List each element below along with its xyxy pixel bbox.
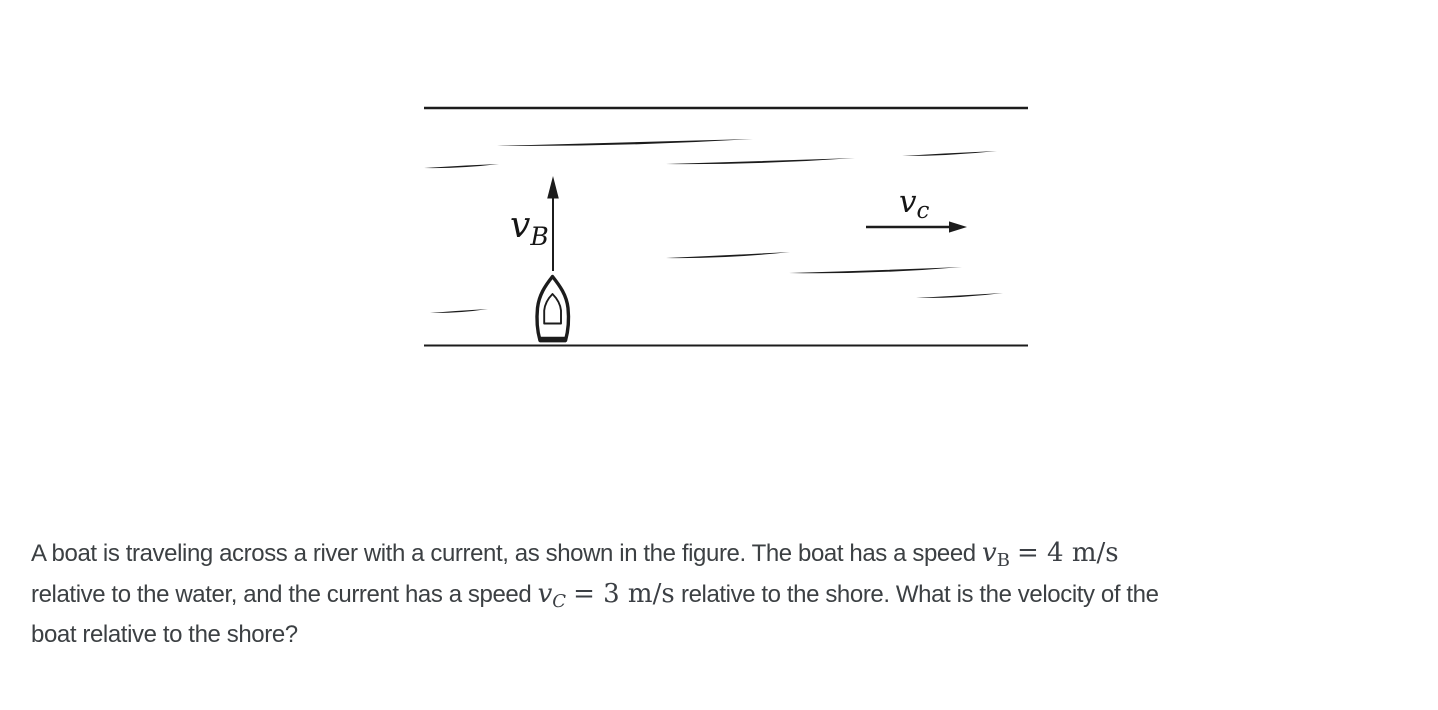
- boat-velocity-sub: B: [530, 222, 549, 251]
- ripple: [666, 158, 855, 164]
- ripple: [902, 151, 997, 156]
- math-current-speed: [537, 579, 675, 612]
- math-boat-speed: [982, 538, 1119, 571]
- math-boat-speed-var: v: [982, 538, 997, 568]
- problem-line-3-text: boat relative to the shore?: [31, 621, 298, 648]
- right-arrowhead-icon: [949, 221, 967, 232]
- boat: [537, 277, 569, 341]
- boat-velocity-label: [510, 205, 549, 251]
- problem-line-3: [31, 615, 1423, 655]
- math-current-speed-sub: C: [552, 591, 567, 612]
- current-velocity-sub: c: [916, 198, 930, 224]
- current-velocity-var: v: [899, 184, 917, 220]
- boat-velocity-var: v: [510, 205, 531, 246]
- problem-line-1-text: A boat is traveling across a river with a current, as shown in the figure. The boat has a speed: [31, 540, 983, 567]
- math-boat-speed-sub: B: [996, 550, 1010, 571]
- math-current-speed-value: = 3 m/s: [573, 579, 675, 609]
- math-current-speed-var: v: [537, 579, 553, 609]
- ripple: [789, 267, 962, 273]
- problem-line-2-text-after: relative to the shore. What is the velocity of the: [674, 581, 1159, 608]
- ripple: [424, 164, 499, 168]
- math-boat-speed-value: = 4 m/s: [1016, 538, 1119, 568]
- ripple: [497, 139, 753, 146]
- problem-line-2-text-before: relative to the water, and the current has a speed: [31, 581, 538, 608]
- ripple: [430, 309, 488, 313]
- boat-velocity-arrow: [547, 176, 559, 271]
- problem-line-2: [31, 574, 1423, 615]
- problem-text: [31, 533, 1423, 655]
- current-velocity-label: [899, 184, 930, 224]
- ripple: [916, 293, 1003, 298]
- up-arrowhead-icon: [547, 176, 559, 199]
- problem-line-1: [31, 533, 1423, 574]
- ripple: [666, 252, 790, 258]
